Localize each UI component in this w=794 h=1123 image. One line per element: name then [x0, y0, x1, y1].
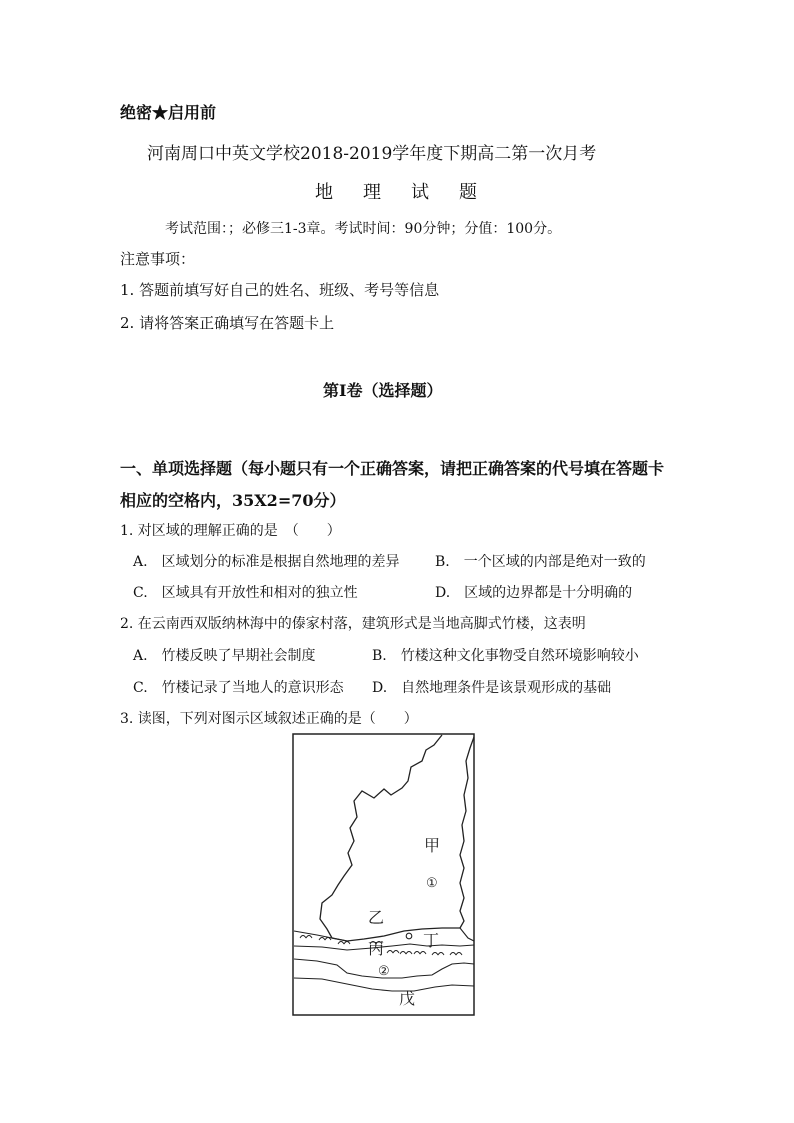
- section-heading-line1: 一、单项选择题（每小题只有一个正确答案，请把正确答案的代号填在答题卡: [120, 459, 665, 478]
- label-circle-1: ①: [426, 876, 438, 891]
- question-2-option-c: C. 竹楼记录了当地人的意识形态: [133, 680, 344, 696]
- section-title: 第Ⅰ卷（选择题）: [323, 381, 443, 400]
- label-circle-2: ②: [378, 964, 390, 979]
- question-1-option-c: C. 区域具有开放性和相对的独立性: [133, 585, 358, 601]
- exam-info: 考试范围：；必修三1-3章。考试时间：90分钟；分值：100分。: [165, 221, 562, 237]
- label-bing: 丙: [368, 939, 385, 958]
- question-2-option-d: D. 自然地理条件是该景观形成的基础: [372, 680, 612, 696]
- question-2-stem: 2. 在云南西双版纳林海中的傣家村落，建筑形式是当地高脚式竹楼，这表明: [120, 616, 586, 632]
- location-point: [406, 933, 412, 939]
- question-1-option-d: D. 区域的边界都是十分明确的: [435, 585, 633, 601]
- notes-title: 注意事项：: [120, 250, 196, 268]
- note-item-2: 2. 请将答案正确填写在答题卡上: [120, 314, 335, 332]
- confidential-mark: 绝密★启用前: [120, 103, 217, 122]
- question-1-stem: 1. 对区域的理解正确的是 （ ）: [120, 523, 341, 539]
- region-map: [292, 733, 475, 1016]
- label-jia: 甲: [424, 836, 441, 855]
- exam-title: 河南周口中英文学校2018-2019学年度下期高二第一次月考: [147, 144, 597, 164]
- section-heading-line2: 相应的空格内，35X2=70分）: [120, 491, 346, 510]
- note-item-1: 1. 答题前填写好自己的姓名、班级、考号等信息: [120, 281, 440, 299]
- question-1-option-b: B. 一个区域的内部是绝对一致的: [435, 554, 646, 570]
- question-1-option-a: A. 区域划分的标准是根据自然地理的差异: [133, 554, 400, 570]
- question-2-option-b: B. 竹楼这种文化事物受自然环境影响较小: [372, 648, 639, 664]
- question-3-stem: 3. 读图，下列对图示区域叙述正确的是（ ）: [120, 711, 418, 727]
- question-2-option-a: A. 竹楼反映了早期社会制度: [133, 648, 316, 664]
- label-ding: 丁: [423, 931, 440, 950]
- subject-title: 地理试题: [315, 182, 507, 203]
- label-yi: 乙: [368, 908, 385, 927]
- label-wu: 戊: [399, 989, 416, 1008]
